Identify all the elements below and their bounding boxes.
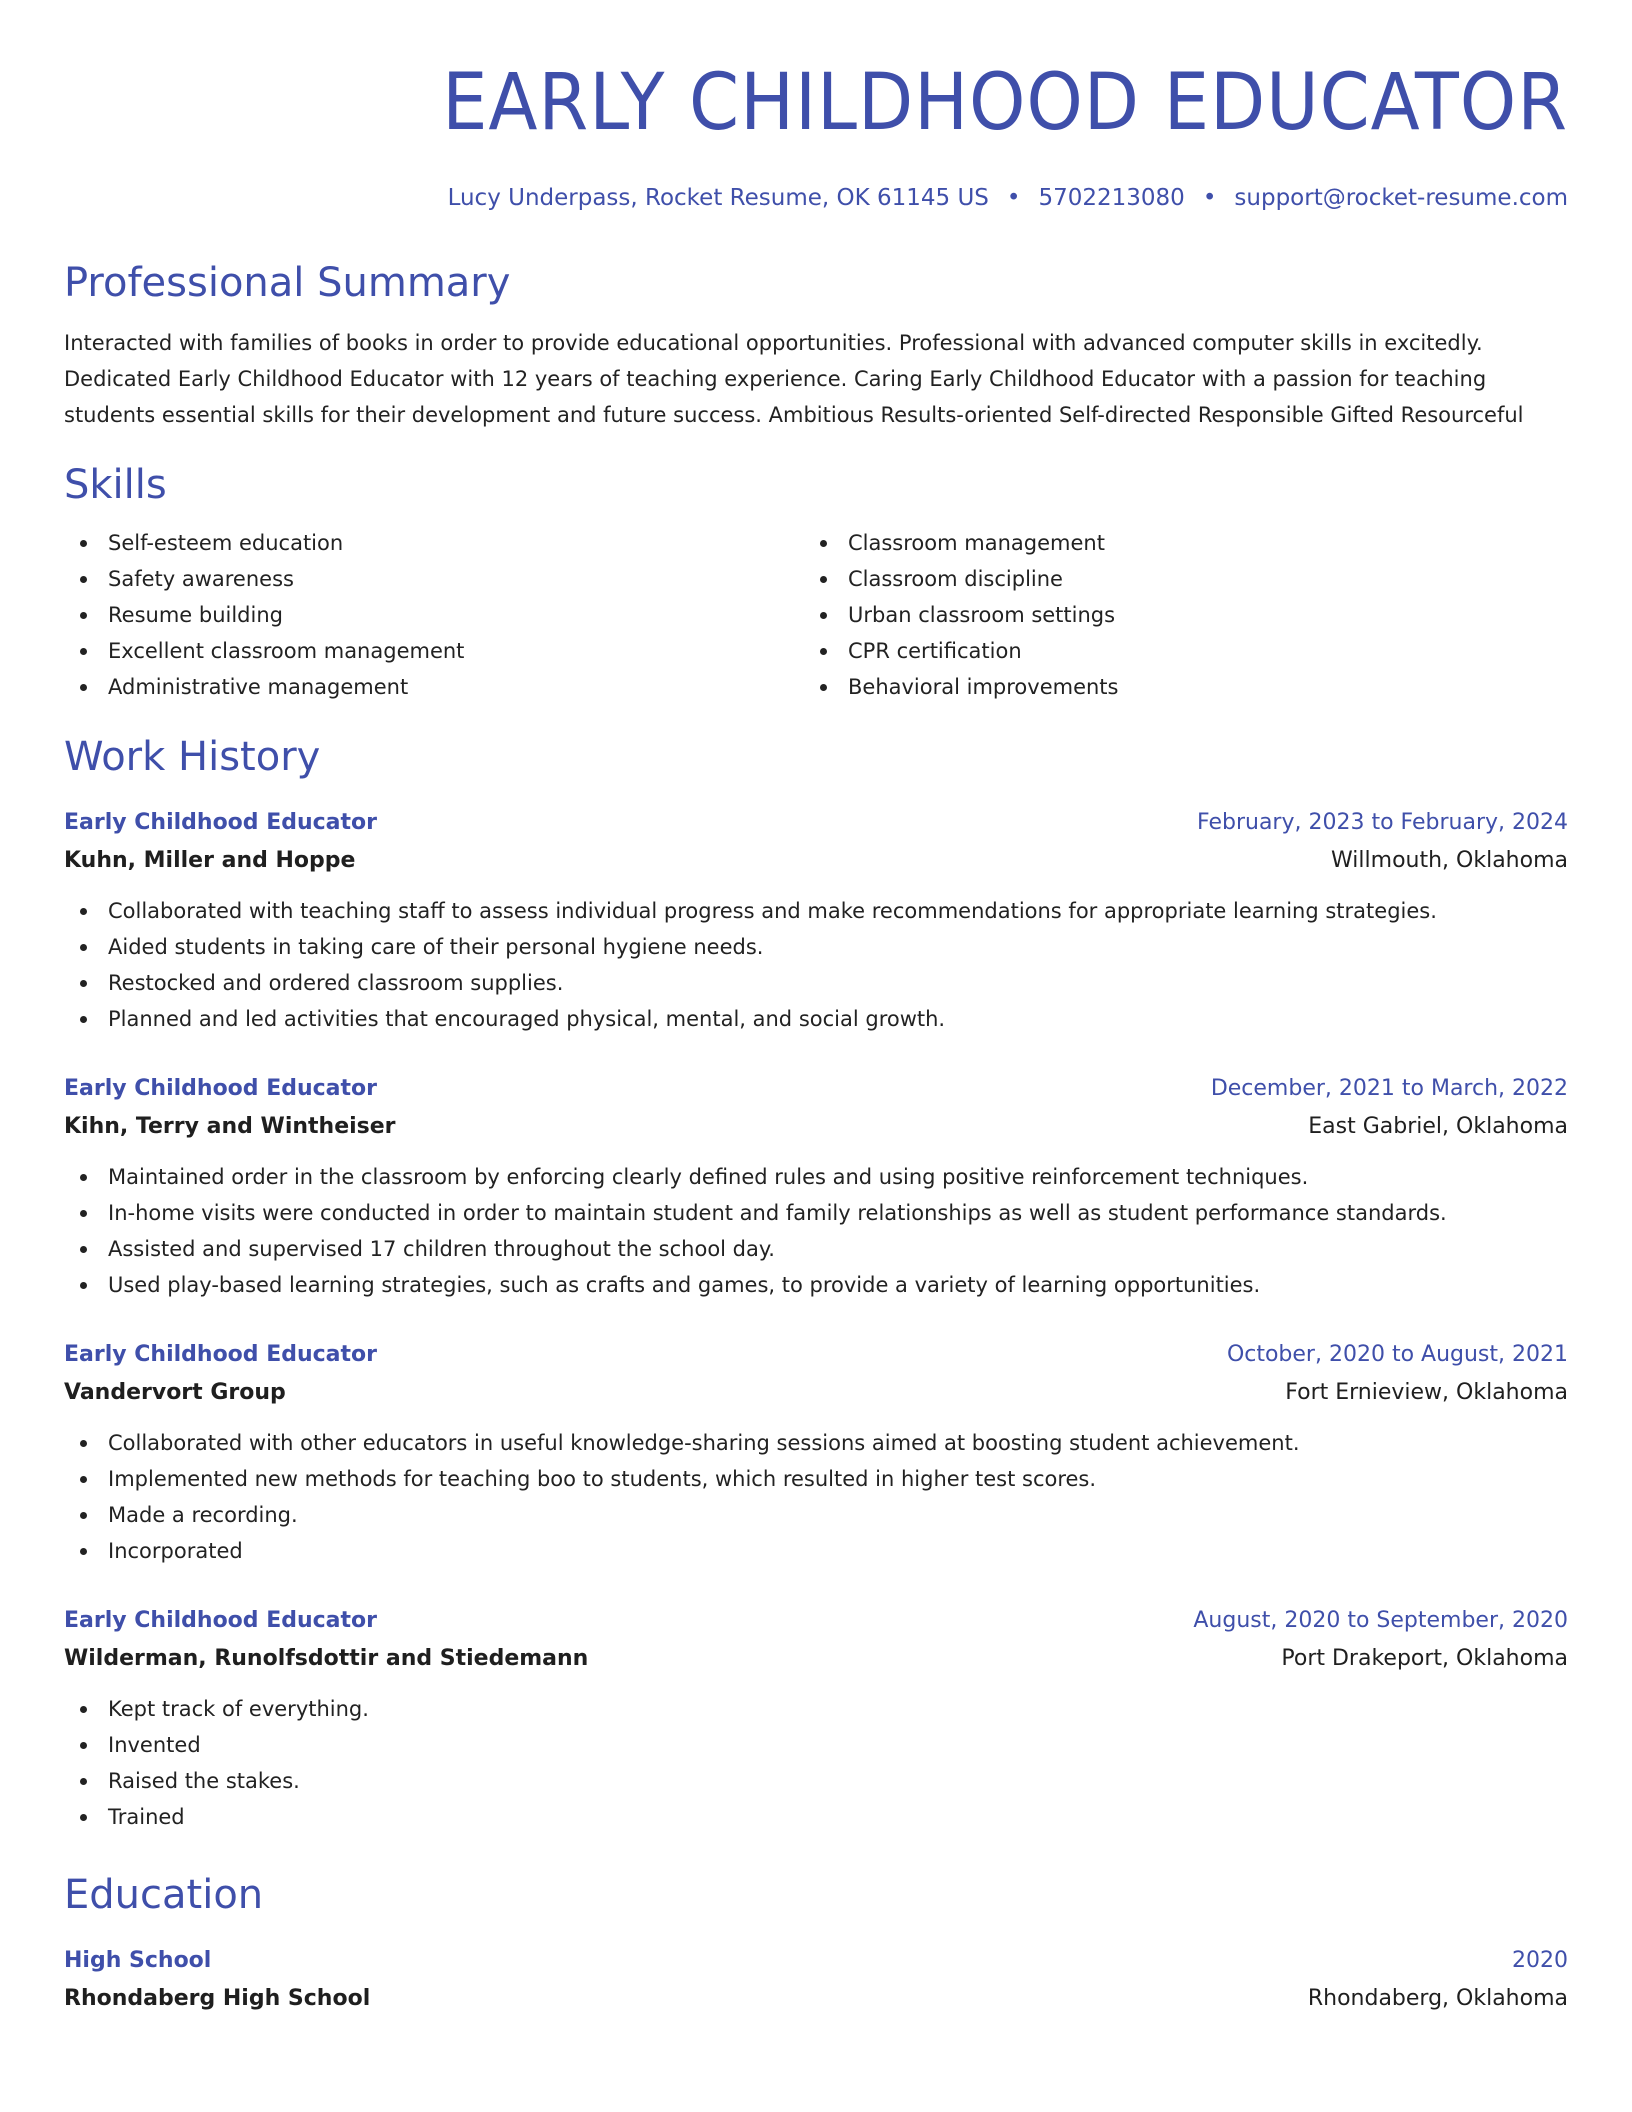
job-dates: February, 2023 to February, 2024 (1197, 810, 1568, 835)
duty-item: Planned and led activities that encouraged physical, mental, and social growth. (64, 1001, 1568, 1037)
job-entry (64, 1337, 1568, 1569)
contact-line (64, 182, 1568, 214)
work-history-heading: Work History (64, 734, 321, 780)
job-entry (64, 1603, 1568, 1835)
contact-address: Lucy Underpass, Rocket Resume, OK 61145 US (447, 185, 989, 211)
skill-item: Urban classroom settings (804, 597, 1544, 633)
education-entry (64, 1943, 1568, 2019)
job-company: Kihn, Terry and Wintheiser (64, 1114, 396, 1139)
education-school: Rhondaberg High School (64, 1986, 371, 2011)
duty-item: Implemented new methods for teaching boo to students, which resulted in higher test scores. (64, 1461, 1568, 1497)
duty-item: Collaborated with teaching staff to assess individual progress and make recommendations for appropriate learning strategies. (64, 893, 1568, 929)
duty-item: Restocked and ordered classroom supplies. (64, 965, 1568, 1001)
job-location: Port Drakeport, Oklahoma (1281, 1646, 1568, 1671)
skill-item: Classroom management (804, 525, 1544, 561)
job-dates: August, 2020 to September, 2020 (1193, 1608, 1568, 1633)
job-location: East Gabriel, Oklahoma (1308, 1114, 1568, 1139)
duty-item: Collaborated with other educators in useful knowledge-sharing sessions aimed at boosting student achievement. (64, 1425, 1568, 1461)
skill-item: Safety awareness (64, 561, 804, 597)
job-title: Early Childhood Educator (64, 810, 378, 835)
job-entry (64, 805, 1568, 1037)
contact-separator: • (1006, 185, 1021, 211)
summary-heading: Professional Summary (64, 260, 511, 306)
duty-item: Invented (64, 1727, 1568, 1763)
job-title: Early Childhood Educator (64, 1076, 378, 1101)
education-header-row (64, 1943, 1568, 1979)
education-degree: High School (64, 1948, 212, 1973)
education-heading: Education (64, 1872, 264, 1918)
job-header-row (64, 1337, 1568, 1373)
job-header-row (64, 1603, 1568, 1639)
job-company: Vandervort Group (64, 1380, 286, 1405)
job-duties (64, 1159, 1568, 1303)
job-duties (64, 893, 1568, 1037)
skills-heading: Skills (64, 462, 167, 508)
duty-item: Aided students in taking care of their personal hygiene needs. (64, 929, 1568, 965)
skill-item: CPR certification (804, 633, 1544, 669)
duty-item: Trained (64, 1799, 1568, 1835)
job-duties (64, 1691, 1568, 1835)
contact-separator: • (1202, 185, 1217, 211)
job-duties (64, 1425, 1568, 1569)
skill-item: Excellent classroom management (64, 633, 804, 669)
skill-item: Behavioral improvements (804, 669, 1544, 705)
skill-item: Classroom discipline (804, 561, 1544, 597)
job-title: Early Childhood Educator (64, 1342, 378, 1367)
skill-item: Resume building (64, 597, 804, 633)
job-employer-row (64, 1373, 1568, 1413)
skills-column-right (804, 525, 1544, 705)
job-employer-row (64, 841, 1568, 881)
duty-item: In-home visits were conducted in order to maintain student and family relationships as well as student performance standards. (64, 1195, 1568, 1231)
duty-item: Made a recording. (64, 1497, 1568, 1533)
duty-item: Raised the stakes. (64, 1763, 1568, 1799)
contact-email: support@rocket-resume.com (1234, 185, 1568, 211)
job-entry (64, 1071, 1568, 1303)
summary-text: Interacted with families of books in order to provide educational opportunities. Professional with advanced computer skills in excitedly. Dedicated Early Childhood Educator with 12 years of teaching experience. Caring Early Childhood Educator with a passion for teaching students essential skills for their development and future success. Ambitious Results-oriented Self-directed Responsible Gifted Resourceful (64, 331, 1524, 427)
job-employer-row (64, 1639, 1568, 1679)
job-dates: October, 2020 to August, 2021 (1226, 1342, 1568, 1367)
education-school-row (64, 1979, 1568, 2019)
contact-phone: 5702213080 (1038, 185, 1185, 211)
resume-header (64, 44, 1568, 214)
duty-item: Assisted and supervised 17 children throughout the school day. (64, 1231, 1568, 1267)
job-title: Early Childhood Educator (64, 1608, 378, 1633)
resume-name: EARLY CHILDHOOD EDUCATOR (442, 58, 1569, 148)
job-employer-row (64, 1107, 1568, 1147)
job-company: Kuhn, Miller and Hoppe (64, 848, 356, 873)
skills-column-left (64, 525, 804, 705)
duty-item: Incorporated (64, 1533, 1568, 1569)
duty-item: Maintained order in the classroom by enforcing clearly defined rules and using positive reinforcement techniques. (64, 1159, 1568, 1195)
duty-item: Used play-based learning strategies, such as crafts and games, to provide a variety of learning opportunities. (64, 1267, 1568, 1303)
education-location: Rhondaberg, Oklahoma (1307, 1986, 1568, 2011)
job-header-row (64, 1071, 1568, 1107)
job-header-row (64, 805, 1568, 841)
job-company: Wilderman, Runolfsdottir and Stiedemann (64, 1646, 589, 1671)
job-dates: December, 2021 to March, 2022 (1210, 1076, 1568, 1101)
job-location: Fort Ernieview, Oklahoma (1285, 1380, 1568, 1405)
duty-item: Kept track of everything. (64, 1691, 1568, 1727)
skills-list (64, 525, 1568, 705)
education-year: 2020 (1512, 1948, 1568, 1973)
job-location: Willmouth, Oklahoma (1331, 848, 1568, 873)
skill-item: Self-esteem education (64, 525, 804, 561)
skill-item: Administrative management (64, 669, 804, 705)
